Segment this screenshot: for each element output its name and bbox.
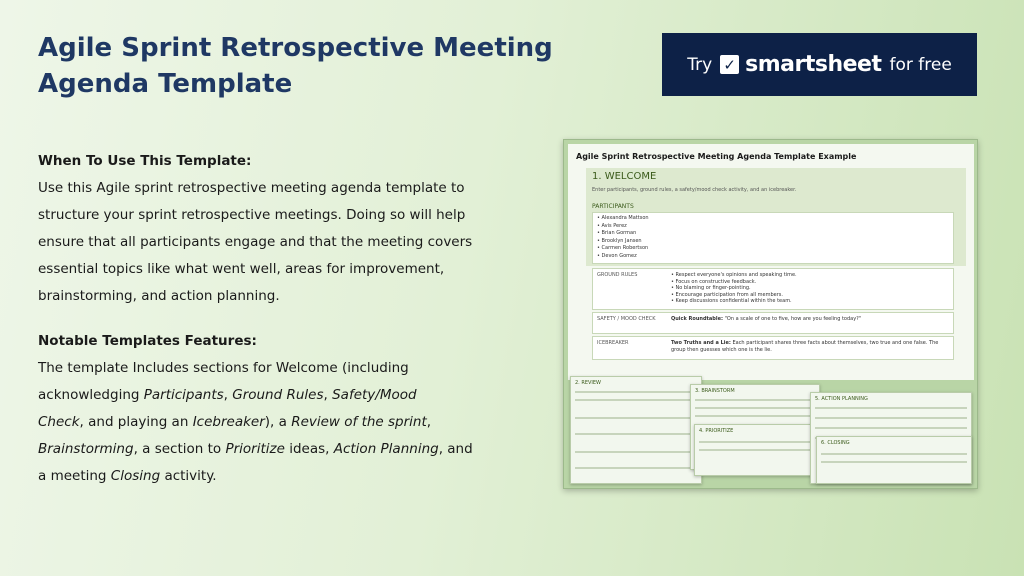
preview-closing-sheet (816, 436, 972, 484)
preview-safety-label: SAFETY / MOOD CHECK (597, 316, 656, 322)
cta-try-label: Try (687, 54, 713, 75)
preview-prioritize-heading: 4. PRIORITIZE (699, 428, 734, 434)
list-item: • Devon Gomez (597, 252, 637, 259)
when-line: essential topics like what went well, areas for improvement, (38, 261, 445, 277)
preview-title: Agile Sprint Retrospective Meeting Agenda Template Example (576, 152, 857, 161)
features-line: acknowledging Participants, Ground Rules, Safety/Mood (38, 387, 417, 403)
preview-participants-list (592, 212, 954, 264)
title-line-2: Agenda Template (38, 69, 293, 99)
list-item: • Brooklyn Jansen (597, 237, 642, 244)
when-line: brainstorming, and action planning. (38, 288, 280, 304)
when-line: Use this Agile sprint retrospective meeting agenda template to (38, 180, 465, 196)
cta-suffix-label: for free (889, 54, 952, 75)
description-section (38, 148, 518, 490)
features-line: The template Includes sections for Welcome (including (38, 360, 409, 376)
preview-safety-text: Quick Roundtable: "On a scale of one to five, how are you feeling today?" (671, 316, 862, 322)
preview-review-sheet (570, 376, 702, 484)
features-heading: Notable Templates Features: (38, 333, 257, 349)
preview-safety-row (592, 312, 954, 334)
preview-welcome-heading: 1. WELCOME (592, 171, 657, 182)
preview-review-heading: 2. REVIEW (575, 380, 601, 386)
preview-ground-rules-list: • Respect everyone's opinions and speaking time. • Focus on constructive feedback. • No blaming or finger-pointing. • Encourage participation from all members. • Keep discussions confidential within the team. (671, 272, 797, 304)
list-item: • Alexandra Mattson (597, 215, 649, 221)
preview-brainstorm-heading: 3. BRAINSTORM (695, 388, 735, 394)
features-line: a meeting Closing activity. (38, 468, 217, 484)
preview-icebreaker-row (592, 336, 954, 360)
preview-icebreaker-label: ICEBREAKER (597, 340, 629, 346)
features-line: Brainstorming, a section to Prioritize ideas, Action Planning, and (38, 441, 473, 457)
title-line-1: Agile Sprint Retrospective Meeting (38, 33, 553, 63)
preview-closing-heading: 6. CLOSING (821, 440, 850, 446)
cta-brand-label: smartsheet (745, 52, 882, 77)
when-heading: When To Use This Template: (38, 153, 252, 169)
preview-icebreaker-text: Two Truths and a Lie: Each participant shares three facts about themselves, two true and one false. The group then guesses which one is the lie. (671, 340, 939, 353)
preview-welcome-subtitle: Enter participants, ground rules, a safety/mood check activity, and an icebreaker. (592, 187, 797, 193)
preview-participants-label: PARTICIPANTS (592, 203, 634, 210)
try-smartsheet-button[interactable] (662, 33, 977, 96)
preview-action-heading: 5. ACTION PLANNING (815, 396, 868, 402)
features-line: Check, and playing an Icebreaker), a Review of the sprint, (38, 414, 432, 430)
list-item: • Avis Perez (597, 222, 627, 229)
page-title (38, 30, 598, 102)
list-item: • Carmen Robertson (597, 245, 649, 251)
preview-prioritize-sheet (694, 424, 820, 476)
template-preview-image[interactable] (563, 139, 978, 489)
smartsheet-logo-icon: ✓ (720, 55, 739, 74)
list-item: • Brian Gorman (597, 230, 637, 236)
preview-ground-rules-row (592, 268, 954, 310)
preview-participants-section (586, 200, 966, 266)
when-line: ensure that all participants engage and that the meeting covers (38, 234, 473, 250)
preview-ground-rules-label: GROUND RULES (597, 272, 638, 278)
when-line: structure your sprint retrospective meetings. Doing so will help (38, 207, 466, 223)
preview-main-sheet (568, 144, 974, 380)
